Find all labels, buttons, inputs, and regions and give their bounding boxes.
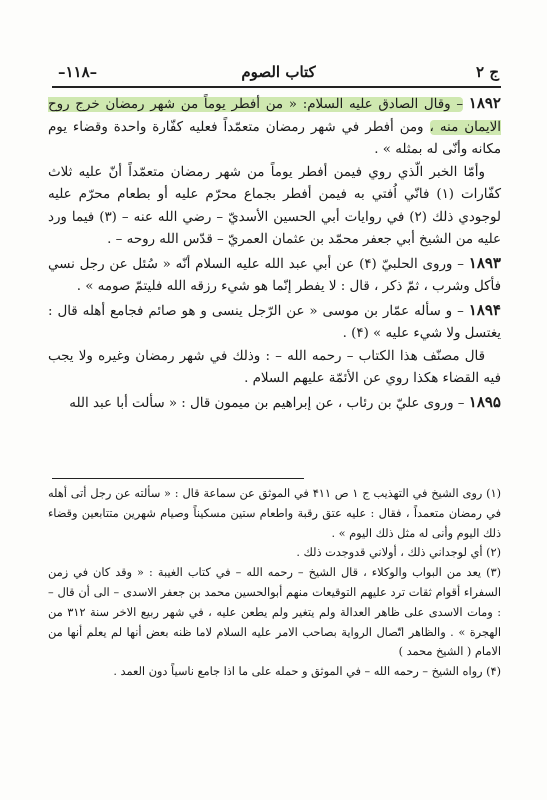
footnote-4: (۴) رواه الشيخ – رحمه الله – في الموثق و حمله على ما اذا جامع ناسياً دون العمد . bbox=[113, 665, 501, 679]
footnotes bbox=[48, 484, 501, 682]
paragraph-text: قال مصنّف هذا الكتاب – رحمه الله – : وذلك في شهر رمضان وغيره ولا يجب فيه القضاء هكذا روي عن الأئمّة عليهم السلام . bbox=[48, 348, 501, 386]
hadith-number: ۱۸۹۳ bbox=[468, 253, 501, 272]
page-title: كتاب الصوم bbox=[241, 63, 316, 81]
header-divider bbox=[52, 86, 501, 88]
paragraph-1893 bbox=[48, 252, 501, 299]
footnote-divider bbox=[52, 478, 304, 479]
paragraph-text: – وروى عليّ بن رئاب ، عن إبراهيم بن ميمون قال : « سألت أبا عبد الله bbox=[69, 395, 465, 411]
hadith-number: ۱۸۹۵ bbox=[468, 392, 501, 411]
paragraph-text: – و سأله عمّار بن موسى « عن الرّجل ينسى و هو صائم فجامع أهله قال : يغتسل ولا شيء عليه » (۴) . bbox=[48, 303, 501, 341]
paragraph-text: وأمّا الخبر الّذي روي فيمن أفطر يوماً من شهر رمضان متعمّداً أنّ عليه ثلاث كفّارات (۱) فانّي اُفتي به فيمن أفطر بجماع محرّم عليه أو بطعام محرّم عليه لوجودي ذلك (۲) في روايات أبي الحسين الأسديّ – رضي الله عنه – (۳) فيما ورد عليه من الشيخ أبي جعفر محمّد بن عثمان العمريّ – قدّس الله روحه – . bbox=[48, 164, 502, 247]
footnote-2: (۲) أي لوجداني ذلك ، أولاني قدوجدت ذلك . bbox=[296, 546, 501, 560]
hadith-number: ۱۸۹۲ bbox=[468, 94, 501, 112]
paragraph-1894 bbox=[48, 299, 501, 346]
paragraph-text: – وروى الحلبيّ (۴) عن أبي عبد الله عليه السلام أنّه « سُئل عن رجل نسي فأكل وشرب ، ثمّ ذكر ، قال : لا يفطر إنّما هو شيء رزقه الله فليتمّ صومه » . bbox=[48, 256, 501, 294]
page-header bbox=[58, 60, 499, 84]
footnote-1: (۱) روى الشيخ في التهذيب ج ۱ ص ۴۱۱ في الموثق عن سماعة قال : « سألته عن رجل أتى أهله في رمضان متعمداً ، فقال : عليه عتق رقبة واطعام ستين مسكيناً وصيام شهرين متتابعين وقضاء ذلك اليوم وأنى له مثل ذلك اليوم » . bbox=[48, 487, 501, 540]
volume-label: ج ۲ bbox=[476, 63, 499, 81]
hadith-number: ۱۸۹۴ bbox=[468, 300, 501, 319]
paragraph-khabar bbox=[48, 162, 501, 252]
main-text bbox=[48, 92, 501, 415]
paragraph-1892 bbox=[48, 92, 501, 162]
highlighted-text: – وقال الصادق عليه السلام: « من أفطر يوماً من شهر رمضان خرج روح الايمان منه ، bbox=[48, 97, 502, 135]
paragraph-1895 bbox=[48, 391, 501, 416]
paragraph-text: ومن أفطر في شهر رمضان متعمّداً فعليه كفّارة واحدة وقضاء يوم مكانه وأنّى له بمثله » . bbox=[48, 119, 501, 157]
page-number: –۱۱۸– bbox=[58, 63, 98, 81]
paragraph-author-note bbox=[48, 346, 501, 391]
footnote-3: (۳) يعد من البواب والوكلاء ، قال الشيخ – رحمه الله – في كتاب الغيبة : « وقد كان في زمن السفراء أقوام ثقات ترد عليهم التوقيعات منهم أبوالحسين محمد بن جعفر الاسدى – الى أن قال – : ومات الاسدى على ظاهر العدالة ولم يتغير ولم يطعن عليه ، في شهر ربيع الاخر سنة ۳۱۲ من الهجرة » . والظاهر اتّصال الرواية بصاحب الامر عليه السلام لاما ظنه بعض أنها لم يعلم أنها من الامام ( الشيخ محمد ) bbox=[48, 566, 501, 659]
